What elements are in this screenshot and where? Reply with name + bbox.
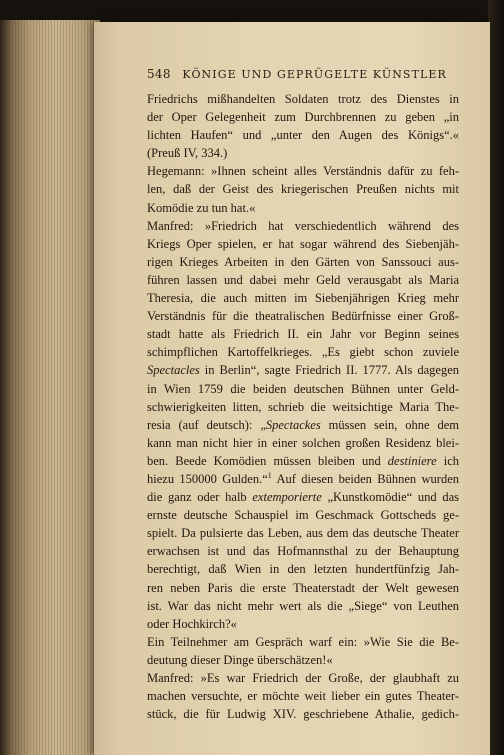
text-line: ist. War das nicht mehr wert als die „Siege“ von Leuthen <box>147 598 459 613</box>
text-line: ben. Beede Komödien müssen bleiben und destiniere ich <box>147 453 459 468</box>
text-line: spielt. Da pulsierte das Leben, aus dem das deutsche Theater <box>147 526 459 541</box>
text-line: deutung dieser Dinge überschätzen!« <box>147 652 333 667</box>
text-line: Ein Teilnehmer am Gespräch warf ein: »Wie Sie die Be- <box>147 634 459 649</box>
text-line: Verständnis für die theatralischen Bedürfnisse einer Groß- <box>147 309 459 324</box>
text-line: hiezu 150000 Gulden.“$^1$ Auf diesen beiden Bühnen wurden <box>147 470 459 486</box>
text-line: führen lassen und dabei mehr Geld verausgabt als Maria <box>147 272 459 287</box>
text-line: stück, die für Ludwig XIV. geschriebene Athalie, gedich- <box>147 707 459 722</box>
text-line: rigen Krieges Arbeiten in den Gärten von Sanssouci aus- <box>147 254 459 269</box>
book-gutter-right <box>488 0 504 755</box>
text-line: Spectacles in Berlin“, sagte Friedrich II. 1777. Als dagegen <box>147 363 459 378</box>
text-line: berechtigt, daß Wien in den letzten hundertfünfzig Jah- <box>147 562 459 577</box>
page-body <box>147 90 459 723</box>
text-line: der Oper Gelegenheit zum Durchbrennen zu geben „in <box>147 110 459 125</box>
text-line: lichten Haufen“ und „unter den Augen des Königs“.« <box>147 128 459 143</box>
text-line: in Wien 1759 die beiden deutschen Bühnen unter Geld- <box>147 381 459 396</box>
text-line: Hegemann: »Ihnen scheint alles Verständnis dafür zu feh- <box>147 164 459 179</box>
page-number: 548 <box>147 67 171 81</box>
text-line: kann man nicht hier in einer solchen großen Residenz blei- <box>147 435 459 450</box>
text-line: Kriegs Oper spielen, er hat sogar während des Siebenjäh- <box>147 236 459 251</box>
text-line: ernste deutsche Schauspiel im Geschmack Gottscheds ge- <box>147 508 459 523</box>
text-line: resia (auf deutsch): „Spectackes müssen sein, ohne dem <box>147 417 459 432</box>
text-line: Manfred: »Friedrich hat verschiedentlich während des <box>147 218 459 233</box>
text-line: stadt hatte als Friedrich II. ein Jahr vor Beginn seines <box>147 327 459 342</box>
text-line: schimpflichen Kartoffelkrieges. „Es giebt schon zuviele <box>147 345 459 360</box>
running-header <box>147 67 467 87</box>
text-line: schwierigkeiten litten, schrieb die weitsichtige Maria The- <box>147 399 459 414</box>
text-line: len, daß der Geist des kriegerischen Preußen nichts mit <box>147 182 459 197</box>
book-page-edges <box>0 20 100 755</box>
text-line: oder Hochkirch?« <box>147 616 237 631</box>
text-line: Komödie zu tun hat.« <box>147 200 256 215</box>
running-title: KÖNIGE UND GEPRÜGELTE KÜNSTLER <box>182 68 447 81</box>
text-line: Friedrichs mißhandelten Soldaten trotz des Dienstes in <box>147 92 459 106</box>
text-line: Manfred: »Es war Friedrich der Große, der glaubhaft zu <box>147 671 459 685</box>
text-line: Theresia, die auch mitten im Siebenjährigen Krieg mehr <box>147 291 459 306</box>
text-line: machen versuchte, er möchte weit lieber ein gutes Theater- <box>147 689 459 704</box>
text-line: die ganz oder halb extemporierte „Kunstkomödie“ und das <box>147 490 459 505</box>
text-line: ren neben Paris die erste Theaterstadt der Welt gewesen <box>147 580 459 595</box>
text-line: erwachsen ist und das Hofmannsthal zu der Behauptung <box>147 544 459 559</box>
text-line: (Preuß IV, 334.) <box>147 146 228 161</box>
